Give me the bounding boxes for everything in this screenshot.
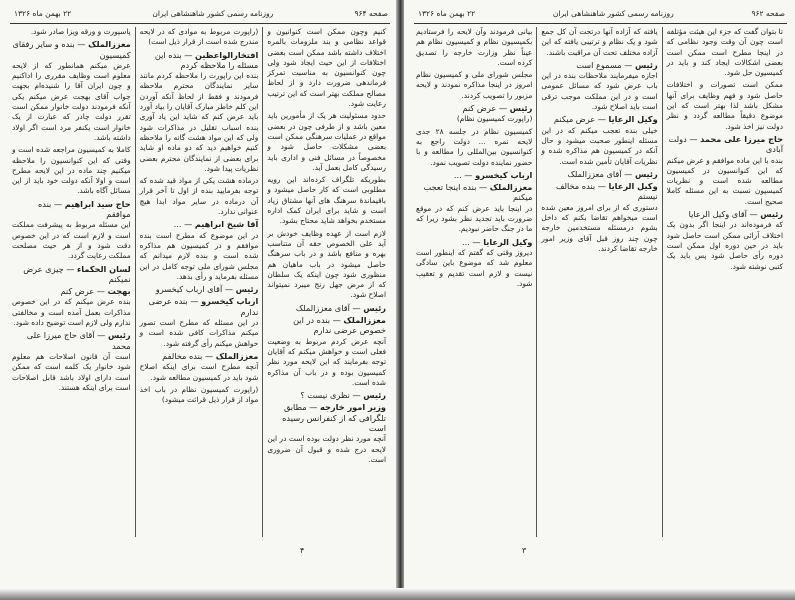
speaker-heading <box>267 303 386 313</box>
paragraph: آنچه مطرح است برای اینکه اصلاح شود باید در کمیسیون مطالعه شود. <box>139 362 259 382</box>
paragraph: (راپورت مربوط به موادی که در لایحه مندرج شده است از قرار ذیل است) <box>139 27 259 47</box>
speaker-heading <box>12 199 131 220</box>
paragraph: مجلس شورای ملی و کمیسیون نظام امروز در اینجا مذاکره نمودند و لایحه مزبور را تصویب کردند. <box>416 70 533 100</box>
speaker-heading <box>416 103 532 113</box>
speaker-remark: — عرض کنم <box>60 286 108 297</box>
speaker-remark: — بنده اینجا تعجب میکنم <box>423 182 533 203</box>
paragraph: ممکن است تصورات و اختلافات حاصل شود و فهم وظایف برای آنها مشکل باشد لذا بهتر است که این موضوع دقیقاً مطالعه گردد و نظر دولت نیز اخذ شود. <box>666 80 783 131</box>
speaker-remark: — چیزی عرض نمیکنم <box>23 263 131 284</box>
text-columns <box>8 27 390 537</box>
issue-date: ۲۲ بهمن ماه ۱۳۲۶ <box>418 8 476 18</box>
speaker-remark: — عرض میکنم <box>553 114 609 125</box>
page-number-label: صفحه ۹۶۴ <box>354 8 388 18</box>
paragraph: پاسپورت و ورقه ویزا صادر شود. <box>30 27 131 36</box>
speaker-name: رئیس <box>509 103 533 114</box>
page-header <box>418 6 785 20</box>
speaker-remark: — بنده مخالف نیستم <box>556 181 658 202</box>
speaker-name: وکیل الرعایا <box>608 181 658 192</box>
speaker-name: معززالملک <box>343 315 386 326</box>
speaker-name: رئیس <box>107 330 131 341</box>
speaker-name: آقا شیخ ابراهیم <box>194 219 259 230</box>
paragraph: آنچه مورد نظر دولت بوده است در این لایحه درج شده و قبول آن ضروری است. <box>267 434 386 464</box>
speaker-name: ارباب کیخسرو <box>475 169 533 180</box>
text-column <box>263 27 390 537</box>
paragraph: بیانی فرمودند وآن لایحه را فرستادیم بکمیسیون نظام و کمیسیون نظام هم عیناً نظر وزارت خارجه را تصدیق کرده است. <box>416 27 533 67</box>
speaker-heading <box>140 284 259 294</box>
text-column <box>8 27 136 537</box>
paragraph: لازم است از عهده وظایف خودش بر آید علی الخصوص حقه آن متناسب بهره و منافع باشد و در باب سرهنگ حاصل میشود در باب ماهیان هم منظوری شود چون اینکه یک سلطان که از مرض جهل رنج میبرد نمیتواند اصلاح شود. <box>267 228 386 300</box>
speaker-name: حاج میرزا علی محمد <box>700 133 783 144</box>
speaker-heading <box>416 237 532 247</box>
speaker-name: بهجت <box>107 286 131 297</box>
paragraph: که فرموده‌اند در اینجا اگر بدون یک اختلاف آرائی ممکن است حاصل شود باید در حین دوره اول ممکن است دوره رأی حاصل شود پس باید یک کتبی نوشته شود. <box>666 220 783 271</box>
newspaper-title: روزنامه رسمی کشور شاهنشاهی ایران <box>552 8 674 18</box>
speaker-heading <box>140 351 259 361</box>
speaker-heading <box>140 50 259 71</box>
text-column <box>537 27 662 537</box>
speaker-remark: — آقای معززالملک <box>295 302 364 313</box>
speaker-heading <box>416 182 532 203</box>
text-column <box>663 27 787 537</box>
paragraph: بنده این راپورت را ملاحظه کردم مانند سایر نمایندگان محترم ملاحظه فرمودند و فقط از لحاظ آنکه آوردن این کلم خاطر مبارک آقایان را بیاد آورد باید عرض کنم که شاید این یاد آوری بنده اسباب تقلیل در مذاکرات شود ولی که این مواد هشت گانه را ملاحظه کنیم خواهیم دید که دو ماده او شاید برای بعضی از نمایندگان محترم بعضی نظریات پیدا شود. <box>139 71 259 173</box>
speaker-heading <box>267 402 386 433</box>
speaker-remark: — ... <box>461 236 484 247</box>
speaker-name: ارباب کیخسرو <box>201 296 259 307</box>
speaker-remark: — ... <box>453 169 476 180</box>
speaker-heading <box>267 315 386 336</box>
speaker-heading <box>12 286 131 296</box>
speaker-remark: — دولت آبادی <box>668 133 783 155</box>
speaker-heading <box>12 330 131 351</box>
paragraph: دستوری که از برای امروز معین شده است میخواهم تقاضا بکنم که داخل بشوم درمسئله مستخدمین خارجه چون چند روز قبل آقای وزیر امور خارجه تقاضا کردند. <box>541 202 658 253</box>
speaker-name: وکیل الرعایا <box>608 114 658 125</box>
speaker-heading <box>541 60 657 70</box>
speaker-name: معززالملک <box>215 350 259 361</box>
speaker-name: رئیس <box>634 168 658 179</box>
speaker-remark: — مطابق تلگرافی که از کنفرانس رسیده است <box>282 402 386 433</box>
paragraph: کمیسیون نظام در جلسه ۲۸ جدی لایحه نمره ... دولت راجع به کنوانسیون بین‌المللی را مطالعه و با حضور نماینده دولت تصویب نمود. <box>416 126 533 167</box>
page-footer-number: ۳ <box>522 546 527 555</box>
speaker-remark: — عرض کنم <box>462 103 510 114</box>
speaker-heading <box>12 264 131 285</box>
page-header <box>14 6 388 20</box>
page-number-label: صفحه ۹۶۲ <box>751 8 785 18</box>
header-rule <box>10 23 390 24</box>
speaker-remark: — آقای وکیل الرعایا <box>688 209 761 220</box>
speaker-name: افتخارالواعظین <box>195 49 259 60</box>
speaker-name: رئیس <box>634 59 658 70</box>
speaker-name: وزیر امور خارجه <box>320 402 386 413</box>
newspaper-title: روزنامه رسمی کشور شاهنشاهی ایران <box>152 8 274 18</box>
speaker-name: حاج سید ابراهیم <box>64 198 131 209</box>
paragraph: دیروز وقتی که گفتم که اینطور است معلوم شد که موضوع باین سادگی نیست و لازم است تقدیم و تعقیب شود. <box>416 247 533 288</box>
speaker-remark: — بنده این مسئله را ملاحظه کردم <box>154 49 259 70</box>
paragraph: تا بتوان گفت که جزء این هیئت مؤتلفه است چون آن وقت وجود نظامی که در اینجا مطرح است ممکن است بعضی اشکالات ایجاد کند و باید در کمیسیون حل شود. <box>666 27 783 78</box>
speaker-remark: — آقای معززالملک <box>567 168 635 179</box>
speaker-remark: — آقای حاج میرزا علی محمد <box>26 330 131 351</box>
speaker-remark: — آقای ارباب کیخسرو <box>155 284 236 295</box>
speaker-remark: — ... <box>173 219 195 230</box>
speaker-name: رئیس <box>760 209 783 220</box>
text-column <box>412 27 537 537</box>
speaker-remark: — بنده موافقم <box>38 198 131 220</box>
speaker-heading <box>140 219 259 229</box>
paragraph: است آن قانون اصلاحات هم معلوم شود خانوار یک کلمه است که ممکن است دارای اولاد باشد قابل اصلاحات است برای اینکه هستند. <box>11 351 131 392</box>
text-column <box>136 27 264 537</box>
speaker-heading <box>140 296 259 317</box>
speaker-heading <box>541 181 657 202</box>
scan-shadow <box>0 588 795 600</box>
paragraph: درماده هشت یکی از مواد قید شده که توجه بفرمایید بنده از اول تا آخر قرار آن درماده در سایر مواد ابدا هیچ عنوانی ندارد. <box>139 176 259 217</box>
speaker-name: معززالملک <box>88 39 131 50</box>
speaker-name: لسان الحکماء <box>77 263 131 274</box>
paragraph: یافته که آزاده آنها درتحت آن کل جمع شود و یک نظام و ترتیبی یافته که این آزاده مختلف تحت آن مراقبت باشند. <box>541 27 658 57</box>
speaker-name: وکیل الرعایا <box>483 236 533 247</box>
speaker-name: معززالملک <box>489 182 533 193</box>
speaker-heading <box>416 170 532 180</box>
paragraph: کاملا به کمیسیون مراجعه شده است و وقتی که این کنوانسیون را ملاحظه میکنیم چند ماده در این لایحه مطرح است و اولا آنکه دولت خود باید از این مسائل آگاه باشد. <box>11 145 131 196</box>
paragraph: بنده با این ماده موافقم و عرض میکنم که این کنوانسیون در کمیسیون مطالعه شده است و نظریات کمیسیون نسبت به این مسئله کاملا صحیح است. <box>666 155 783 206</box>
paragraph: در این مسئله که مطرح است تصور میکنم مذاکرات کافی شده است و خواهش میکنم رأی گرفته شود. <box>139 318 259 348</box>
speaker-heading <box>12 39 131 60</box>
right-page <box>404 0 795 600</box>
paragraph: در این موضوع که مطرح است بنده موافقم و در کمیسیون هم مذاکره شده است و بنده لازم میدانم که مجلس شورای ملی توجه کامل در این مسئله بفرماید و رأی بدهد. <box>139 230 259 281</box>
issue-date: ۲۲ بهمن ماه ۱۳۲۶ <box>14 8 72 18</box>
speaker-heading <box>541 114 657 124</box>
speaker-remark: — بنده عرضی ندارم <box>148 296 259 317</box>
speaker-remark: — مسموع است <box>576 59 635 70</box>
speaker-remark: — بنده در این خصوص عرضی ندارم <box>293 315 386 336</box>
paragraph: اجازه میفرمایند ملاحظات بنده در این باب عرض شود که مسائل عمومی است و در این مملکت موجب ترقی است باید اصلاح شود. <box>541 71 658 112</box>
text-columns <box>412 27 787 537</box>
paragraph: بطوریکه تلگراف کرده‌اند این رویه مطلوبی است که کار حاصل میشود و باقیماندهٔ سرهنگ های آنها مشتاق زیاد است و شاید برای ایران کمک اداره مستخدم بخواهد شاید محتاج بشود. <box>267 175 386 226</box>
header-rule <box>414 23 787 24</box>
speaker-remark: — نظری نیست ؟ <box>300 390 364 401</box>
paragraph: حدود مسئولیت هر یک از مأمورین باید معین باشد و از طرفی چون در بعضی مواقع در عملیات سرهنگی ممکن است بعضی مشکلات حاصل شود و مخصوصاً در مسائل فنی و اداری باید رسیدگی کامل بعمل آید. <box>267 111 386 172</box>
speaker-remark: — بنده و سایر رفقای کمیسیون <box>12 39 131 60</box>
paragraph: بنده عرض میکنم که در این خصوص مذاکرات بعمل آمده است و مخالفتی ندارم ولی لازم است توضیح داده شود. <box>11 297 131 328</box>
speaker-heading <box>667 209 783 219</box>
paragraph: آنچه عرض کردم مربوط به وضعیت فعلی است و خواهش میکنم که آقایان توجه بفرمایند که این لایحه مورد نظر کمیسیون بوده و در باب آن مذاکره شده است. <box>267 336 386 387</box>
paragraph: این مسئله مربوط به پیشرفت مملکت است و لازم است که در این خصوص دقت شود و از هر حیث مصلحت مملکت رعایت گردد. <box>11 220 131 261</box>
speaker-heading <box>541 169 657 179</box>
paragraph: (راپورت کمیسیون نظام) <box>456 114 533 124</box>
paragraph: خیلی بنده تعجب میکنم که در این مسئله اینطور صحبت میشود و حال آنکه در کمیسیون هم مذاکره شده و نظریات آقایان تأمین شده است. <box>541 125 658 166</box>
page-footer-number: ۴ <box>300 546 305 555</box>
speaker-remark: — بنده مخالفم <box>162 350 216 361</box>
speaker-name: رئیس <box>363 390 386 401</box>
speaker-name: رئیس <box>363 302 386 313</box>
speaker-heading <box>667 134 783 155</box>
speaker-heading <box>267 390 386 400</box>
paragraph: کنیم وچون ممکن است کنوانیون و قواعد نظامی و بند ملزومات بالمره اختلاف داشته باشد ممکن است بعضی اختلافات از این حیث ایجاد شود ولی چون کنوانسیون به مناسبت تمرکز فرماندهی ضرورت دارد و از لحاظ مصالح مملکت بهتر است که این ترتیب رعایت شود. <box>267 27 386 109</box>
paragraph: (راپورت کمیسیون نظام در باب اخذ مواد از قرار ذیل قرائت میشود) <box>139 384 259 405</box>
paragraph: عرض میکنم همانطور که از لایحه معلوم است وظایف مقرری را اداکنیم و چون ایران آقا را شنیده‌ام بجهت جواب آقای بهجت عرض میکنم یکی آنکه فرمودند دولت خانوار ممکن است تقرر دولت چادر که عبارت از یک خانوار است یکنفر مرد است اگر اولاد داشته باشد. <box>11 60 131 142</box>
paragraph: در اینجا باید عرض کنم که در موقع ضرورت باید تجدید نظر بشود زیرا که ما در جنگ حاضر نبودیم. <box>416 203 533 234</box>
speaker-name: رئیس <box>235 284 259 295</box>
